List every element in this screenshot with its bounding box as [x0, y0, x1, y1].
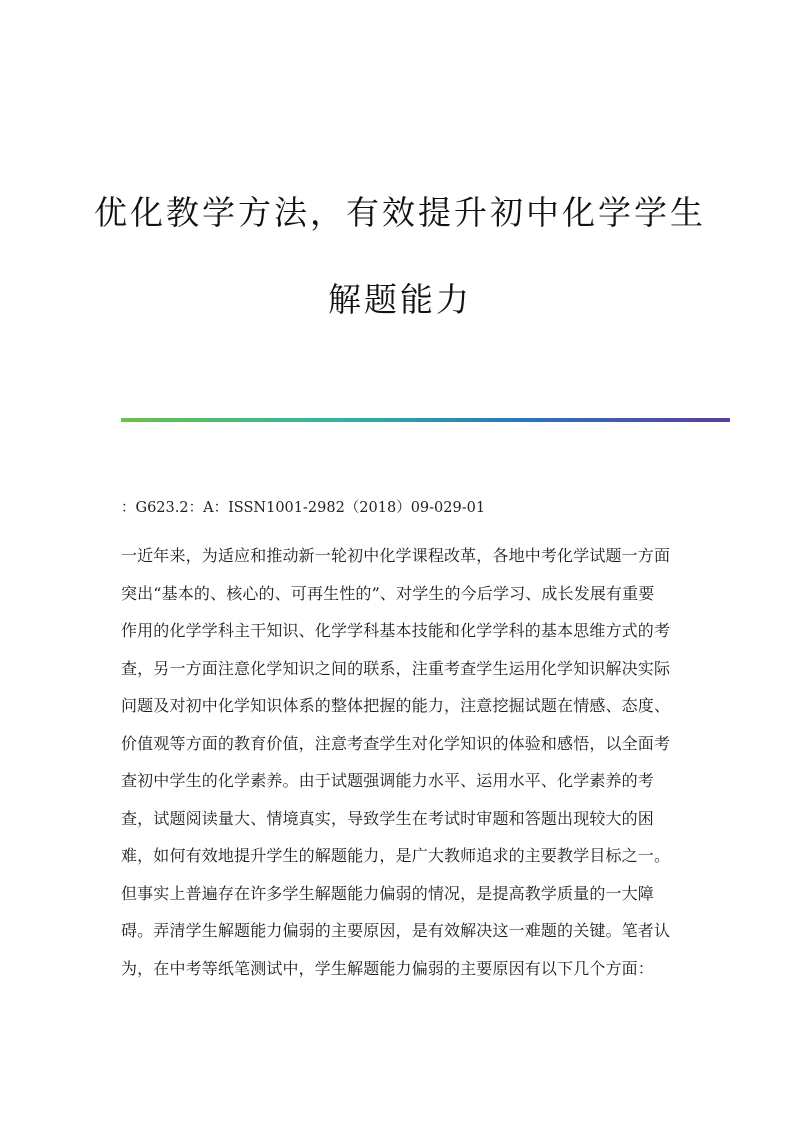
body-line: 查，另一方面注意化学知识之间的联系，注重考查学生运用化学知识解决实际 [121, 658, 671, 678]
body-line: 查初中学生的化学素养。由于试题强调能力水平、运用水平、化学素养的考 [121, 771, 654, 790]
classification-meta: ：G623.2：A：ISSN1001-2982（2018）09-029-01 [121, 500, 486, 516]
body-line: 问题及对初中化学知识体系的整体把握的能力，注意挖掘试题在情感、态度、 [121, 696, 671, 715]
body-line: 作用的化学学科主干知识、化学学科基本技能和化学学科的基本思维方式的考 [121, 621, 671, 640]
document-title-line-1: 优化教学方法，有效提升初中化学学生 [94, 193, 706, 232]
document-title-line-2: 解题能力 [328, 280, 472, 319]
body-line: 碍。弄清学生解题能力偏弱的主要原因，是有效解决这一难题的关键。笔者认 [121, 921, 671, 940]
body-line: 一近年来，为适应和推动新一轮初中化学课程改革，各地中考化学试题一方面 [121, 546, 671, 565]
body-line: 但事实上普遍存在许多学生解题能力偏弱的情况，是提高教学质量的一大障 [121, 883, 654, 903]
body-line: 查，试题阅读量大、情境真实，导致学生在考试时审题和答题出现较大的困 [121, 808, 654, 828]
body-line: 为，在中考等纸笔测试中，学生解题能力偏弱的主要原因有以下几个方面： [121, 958, 654, 978]
body-line: 突出“基本的、核心的、可再生性的”、对学生的今后学习、成长发展有重要 [121, 583, 655, 603]
body-paragraph [121, 537, 681, 987]
body-line: 价值观等方面的教育价值，注意考查学生对化学知识的体验和感悟，以全面考 [121, 733, 671, 753]
title-divider [121, 418, 730, 422]
body-line: 难，如何有效地提升学生的解题能力，是广大教师追求的主要教学目标之一。 [121, 846, 671, 865]
